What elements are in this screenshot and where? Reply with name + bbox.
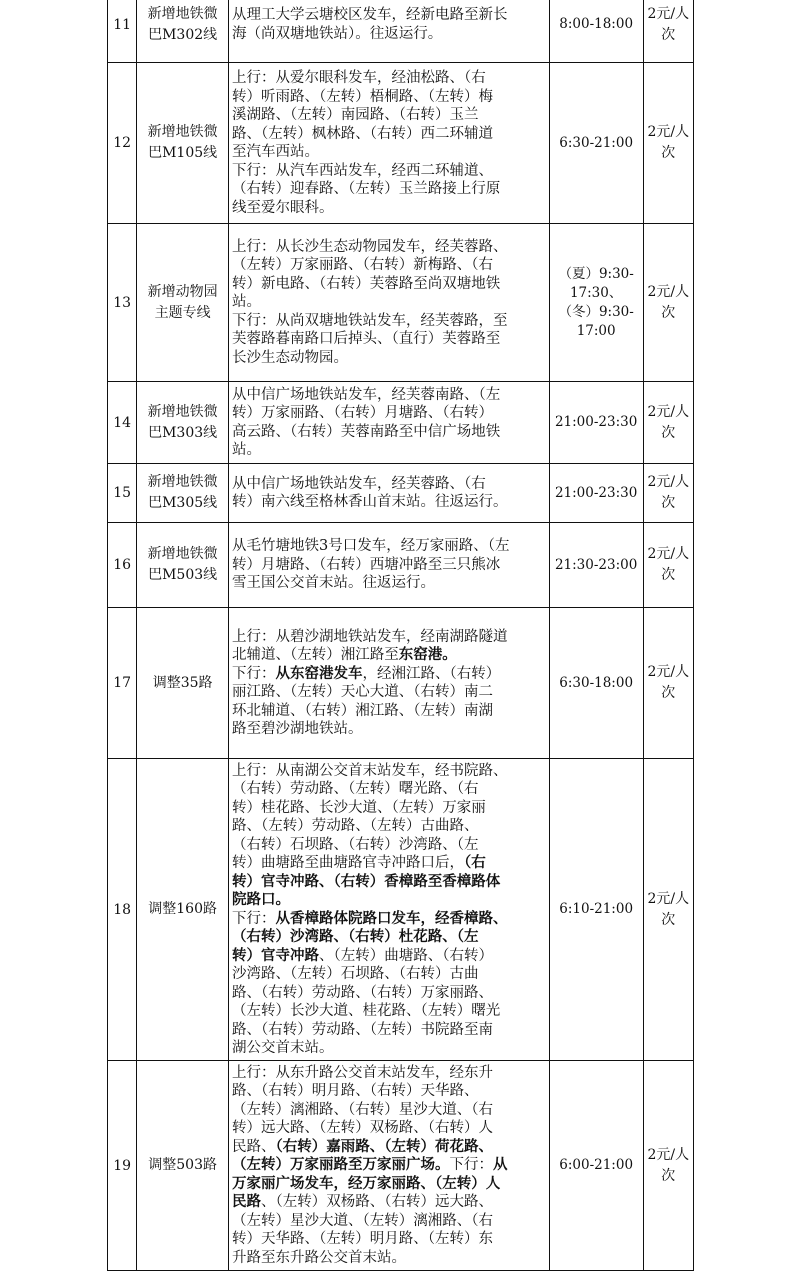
description-line bbox=[232, 1193, 547, 1212]
description-text: 转）天华路、（左转）明月路、（左转）东 bbox=[232, 1231, 494, 1248]
description-line bbox=[232, 349, 547, 368]
table-row bbox=[108, 382, 694, 464]
description-line bbox=[232, 256, 547, 275]
description-line bbox=[232, 1082, 547, 1101]
description-line bbox=[232, 69, 547, 88]
description-text: 下行： bbox=[232, 665, 276, 682]
description-line bbox=[232, 180, 547, 199]
service-hours-line: 6:00-21:00 bbox=[559, 1157, 634, 1173]
description-text: 转）曲塘路至曲塘路官寺冲路口后， bbox=[232, 855, 465, 871]
description-text: 雪王国公交首末站。往返运行。 bbox=[232, 575, 436, 592]
fare-line: 次 bbox=[661, 424, 676, 441]
route-name-line: 主题专线 bbox=[154, 304, 211, 321]
description-bold-text: 东窑港。 bbox=[398, 646, 457, 663]
table-row bbox=[108, 0, 694, 63]
description-line bbox=[232, 1138, 547, 1157]
description-bold-text: （左转）万家丽路至万家丽广场。 bbox=[232, 1156, 450, 1174]
route-description bbox=[229, 523, 550, 608]
description-line bbox=[232, 312, 547, 331]
description-line bbox=[232, 1119, 547, 1138]
description-text: （右转）迎春路、（左转）玉兰路接上行原 bbox=[232, 181, 501, 197]
route-description bbox=[229, 224, 550, 382]
description-line bbox=[232, 817, 547, 836]
description-text: 路至碧沙湖地铁站。 bbox=[232, 721, 363, 737]
service-hours bbox=[549, 759, 643, 1061]
service-hours-line: 21:30-23:00 bbox=[554, 556, 638, 573]
description-line bbox=[232, 910, 547, 929]
description-line bbox=[232, 1212, 547, 1231]
description-text: 转）新电路、（右转）芙蓉路至尚双塘地铁 bbox=[232, 275, 501, 292]
description-bold-text: 转）官寺冲路、（右转）香樟路至香樟路体 bbox=[232, 872, 501, 890]
description-text: 溪湖路、（左转）南园路、（右转）玉兰 bbox=[232, 107, 479, 123]
description-line bbox=[232, 1021, 547, 1040]
description-text: 海（尚双塘地铁站）。往返运行。 bbox=[232, 25, 443, 42]
service-hours bbox=[549, 224, 643, 382]
table-body bbox=[108, 0, 694, 1271]
route-description bbox=[229, 608, 550, 759]
fare-line: 次 bbox=[661, 145, 676, 161]
table-row bbox=[108, 523, 694, 608]
route-name-line: 新增地铁微 bbox=[147, 474, 218, 490]
description-text: 转）桂花路、长沙大道、（左转）万家丽 bbox=[232, 799, 486, 816]
description-text: （左转）星沙大道、（左转）漓湘路、（右 bbox=[232, 1212, 494, 1229]
fare-line: 次 bbox=[661, 911, 676, 928]
description-line bbox=[232, 799, 547, 818]
route-name bbox=[137, 0, 229, 63]
description-line bbox=[232, 947, 547, 966]
fare bbox=[643, 608, 693, 759]
row-number: 16 bbox=[108, 523, 137, 608]
table-row bbox=[108, 759, 694, 1061]
service-hours-line: 6:30-18:00 bbox=[559, 674, 634, 691]
description-bold-text: 从东窑港发车 bbox=[275, 664, 363, 682]
description-line bbox=[232, 330, 547, 349]
fare bbox=[643, 0, 693, 63]
description-bold-text: （右转）嘉雨路、（左转）荷花路、 bbox=[275, 1137, 494, 1155]
route-name bbox=[137, 224, 229, 382]
description-text: 上行：从长沙生态动物园发车，经芙蓉路、 bbox=[232, 238, 508, 255]
description-line bbox=[232, 441, 547, 460]
fare-line: 2元/人 bbox=[647, 5, 690, 22]
fare-line: 2元/人 bbox=[647, 664, 690, 680]
description-line bbox=[232, 928, 547, 947]
route-description bbox=[229, 63, 550, 224]
description-text: 高云路、（右转）芙蓉南路至中信广场地铁 bbox=[232, 423, 501, 440]
route-description bbox=[229, 382, 550, 464]
description-text: 芙蓉路暮南路口后掉头、（直行）芙蓉路至 bbox=[232, 331, 501, 348]
description-text: 从毛竹塘地铁3号口发车，经万家丽路、（左 bbox=[232, 538, 510, 555]
description-text: 线至爱尔眼科。 bbox=[232, 199, 334, 216]
description-line bbox=[232, 423, 547, 442]
service-hours-line: 6:30-21:00 bbox=[559, 134, 634, 151]
route-description bbox=[229, 464, 550, 523]
description-bold-text: （右 bbox=[464, 854, 486, 871]
row-number: 19 bbox=[108, 1061, 137, 1271]
description-text: 上行：从东升路公交首末站发车，经东升 bbox=[232, 1064, 494, 1081]
description-line bbox=[232, 106, 547, 125]
description-line bbox=[232, 780, 547, 799]
route-name bbox=[137, 382, 229, 464]
description-line bbox=[232, 873, 547, 892]
route-name-line: 调整503路 bbox=[148, 1157, 217, 1173]
description-bold-text: （右转）沙湾路、（右转）杜花路、（左 bbox=[232, 928, 479, 945]
route-name-line: 新增动物园 bbox=[147, 283, 218, 300]
description-bold-text: 从香樟路体院路口发车，经香樟路、 bbox=[275, 909, 508, 927]
description-text: 路、（右转）明月路、（右转）天华路、 bbox=[232, 1083, 479, 1100]
route-name-line: 新增地铁微 bbox=[147, 124, 218, 140]
description-text: 转）月塘路、（右转）西塘冲路至三只熊冰 bbox=[232, 556, 501, 573]
service-hours bbox=[549, 464, 643, 523]
description-text: 下行：从尚双塘地铁站发车，经芙蓉路，至 bbox=[232, 312, 508, 329]
description-text: 长沙生态动物园。 bbox=[232, 349, 349, 366]
row-number: 18 bbox=[108, 759, 137, 1061]
description-text: 至汽车西站。 bbox=[232, 144, 320, 160]
description-text: （左转）漓湘路、（右转）星沙大道、（右 bbox=[232, 1101, 494, 1118]
description-line bbox=[232, 574, 547, 593]
service-hours-line: 6:10-21:00 bbox=[559, 901, 634, 917]
description-text: 转）远大路、（左转）双杨路、（右转）人 bbox=[232, 1120, 494, 1137]
fare-line: 次 bbox=[661, 1167, 676, 1184]
table-row bbox=[108, 224, 694, 382]
description-text: 下行： bbox=[232, 910, 276, 927]
description-text: 转）南六线至格林香山首末站。往返运行。 bbox=[232, 494, 508, 510]
route-description bbox=[229, 0, 550, 63]
description-text: 下行： bbox=[449, 1157, 494, 1174]
route-name-line: 巴M305线 bbox=[148, 495, 218, 511]
description-text: 上行：从爱尔眼科发车，经油松路、（右 bbox=[232, 70, 486, 86]
service-hours-line: 8:00-18:00 bbox=[559, 16, 634, 32]
description-line bbox=[232, 1002, 547, 1021]
fare-line: 2元/人 bbox=[647, 403, 690, 420]
route-name-line: 巴M105线 bbox=[148, 145, 218, 161]
description-line bbox=[232, 965, 547, 984]
route-name-line: 调整160路 bbox=[148, 901, 217, 917]
row-number: 15 bbox=[108, 464, 137, 523]
fare bbox=[643, 759, 693, 1061]
description-bold-text: 万家丽广场发车，经万家丽路、（左转）人 bbox=[232, 1174, 501, 1192]
description-text: 路、（左转）劳动路、（左转）古曲路、 bbox=[232, 818, 479, 834]
fare bbox=[643, 63, 693, 224]
service-hours-line: （夏）9:30- bbox=[558, 265, 634, 282]
fare-line: 次 bbox=[661, 685, 676, 701]
description-line bbox=[232, 628, 547, 647]
service-hours bbox=[549, 608, 643, 759]
row-number: 13 bbox=[108, 224, 137, 382]
fare-line: 2元/人 bbox=[647, 890, 690, 907]
description-text: 丽江路、（左转）天心大道、（右转）南二 bbox=[232, 684, 494, 700]
description-text: 路、（左转）枫林路、（右转）西二环辅道 bbox=[232, 125, 494, 142]
route-name-line: 调整35路 bbox=[152, 674, 213, 691]
description-line bbox=[232, 537, 547, 556]
service-hours bbox=[549, 523, 643, 608]
fare-line: 次 bbox=[661, 26, 676, 43]
route-description bbox=[229, 1061, 550, 1271]
route-name-line: 巴M503线 bbox=[148, 567, 218, 583]
route-name-line: 新增地铁微 bbox=[147, 403, 218, 420]
route-name-line: 新增地铁微 bbox=[147, 546, 218, 562]
description-text: 上行：从碧沙湖地铁站发车，经南湖路隧道 bbox=[232, 628, 508, 645]
fare-line: 次 bbox=[661, 567, 676, 583]
description-line bbox=[232, 1039, 547, 1058]
description-text: 、（左转）曲塘路、（右转） bbox=[319, 947, 494, 964]
fare-line: 次 bbox=[661, 304, 676, 321]
description-bold-text: 院路口。 bbox=[232, 891, 291, 908]
description-line bbox=[232, 984, 547, 1003]
description-line bbox=[232, 720, 547, 739]
fare-line: 2元/人 bbox=[647, 124, 690, 140]
description-text: 路、（右转）劳动路、（右转）万家丽路、 bbox=[232, 984, 494, 1001]
description-line bbox=[232, 1249, 547, 1268]
description-text: 民路、 bbox=[232, 1138, 276, 1155]
service-hours bbox=[549, 63, 643, 224]
description-text: （右转）劳动路、（左转）曙光路、（右 bbox=[232, 781, 479, 797]
service-hours-line: 21:00-23:30 bbox=[554, 414, 638, 430]
description-line bbox=[232, 275, 547, 294]
description-line bbox=[232, 25, 547, 44]
service-hours bbox=[549, 0, 643, 63]
description-text: ，经湘江路、（右转） bbox=[362, 665, 501, 682]
description-line bbox=[232, 891, 547, 910]
fare-line: 次 bbox=[661, 495, 676, 511]
description-line bbox=[232, 199, 547, 218]
fare-line: 2元/人 bbox=[647, 546, 690, 562]
description-text: 转）万家丽路、（右转）月塘路、（右转） bbox=[232, 405, 494, 421]
description-line bbox=[232, 386, 547, 405]
description-text: 湖公交首末站。 bbox=[232, 1040, 334, 1056]
table-row bbox=[108, 608, 694, 759]
bus-route-table bbox=[107, 0, 694, 1271]
fare bbox=[643, 224, 693, 382]
description-line bbox=[232, 1156, 547, 1175]
description-line bbox=[232, 556, 547, 575]
description-line bbox=[232, 293, 547, 312]
route-name bbox=[137, 759, 229, 1061]
description-text: 下行：从汽车西站发车，经西二环辅道、 bbox=[232, 162, 494, 179]
description-text: 从中信广场地铁站发车，经芙蓉南路、（左 bbox=[232, 386, 501, 403]
row-number: 12 bbox=[108, 63, 137, 224]
description-text: 路、（右转）劳动路、（左转）书院路至南 bbox=[232, 1021, 494, 1038]
service-hours-line: 17:00 bbox=[576, 322, 616, 339]
description-text: 站。 bbox=[232, 294, 262, 311]
description-line bbox=[232, 238, 547, 257]
description-line bbox=[232, 854, 547, 873]
description-text: 北辅道、（左转）湘江路至 bbox=[232, 647, 399, 663]
description-text: 升路至东升路公交首末站。 bbox=[232, 1249, 407, 1266]
description-text: 、（左转）双杨路、（右转）远大路、 bbox=[261, 1194, 494, 1211]
description-text: 沙湾路、（左转）石坝路、（右转）古曲 bbox=[232, 966, 479, 982]
description-text: 从中信广场地铁站发车，经芙蓉路、（右 bbox=[232, 475, 486, 492]
service-hours bbox=[549, 1061, 643, 1271]
description-line bbox=[232, 683, 547, 702]
description-line bbox=[232, 1101, 547, 1120]
description-line bbox=[232, 1175, 547, 1194]
description-text: （左转）长沙大道、桂花路、（左转）曙光 bbox=[232, 1003, 501, 1019]
description-line bbox=[232, 404, 547, 423]
description-text: 环北辅道、（右转）湘江路、（左转）南湖 bbox=[232, 702, 494, 719]
description-line bbox=[232, 1230, 547, 1249]
route-name bbox=[137, 523, 229, 608]
table-row bbox=[108, 464, 694, 523]
route-name-line: 巴M302线 bbox=[148, 26, 218, 43]
route-name-line: 新增地铁微 bbox=[147, 5, 218, 22]
description-line bbox=[232, 6, 547, 25]
route-name bbox=[137, 464, 229, 523]
description-text: （左转）万家丽路、（右转）新梅路、（右 bbox=[232, 257, 494, 274]
service-hours bbox=[549, 382, 643, 464]
fare bbox=[643, 382, 693, 464]
row-number: 17 bbox=[108, 608, 137, 759]
description-line bbox=[232, 125, 547, 144]
route-description bbox=[229, 759, 550, 1061]
description-bold-text: 从 bbox=[493, 1156, 508, 1174]
service-hours-line: 17:30、 bbox=[569, 284, 623, 301]
description-line bbox=[232, 762, 547, 781]
route-name bbox=[137, 63, 229, 224]
description-line bbox=[232, 646, 547, 665]
description-text: 上行：从南湖公交首末站发车，经书院路、 bbox=[232, 762, 508, 779]
fare bbox=[643, 1061, 693, 1271]
description-line bbox=[232, 493, 547, 512]
fare bbox=[643, 464, 693, 523]
description-bold-text: 民路 bbox=[232, 1193, 262, 1211]
table-row bbox=[108, 63, 694, 224]
route-name-line: 巴M303线 bbox=[148, 424, 218, 441]
description-line bbox=[232, 665, 547, 684]
fare-line: 2元/人 bbox=[647, 474, 690, 490]
table-row bbox=[108, 1061, 694, 1271]
row-number: 14 bbox=[108, 382, 137, 464]
fare-line: 2元/人 bbox=[647, 1146, 690, 1163]
description-line bbox=[232, 143, 547, 162]
service-hours-line: 21:00-23:30 bbox=[554, 484, 638, 501]
description-text: 从理工大学云塘校区发车，经新电路至新长 bbox=[232, 7, 508, 23]
fare-line: 2元/人 bbox=[647, 283, 690, 300]
fare bbox=[643, 523, 693, 608]
row-number: 11 bbox=[108, 0, 137, 63]
description-bold-text: 转）官寺冲路 bbox=[232, 946, 320, 964]
description-line bbox=[232, 475, 547, 494]
description-line bbox=[232, 162, 547, 181]
description-line bbox=[232, 836, 547, 855]
route-name bbox=[137, 1061, 229, 1271]
description-line bbox=[232, 88, 547, 107]
description-text: 转）听雨路、（左转）梧桐路、（左转）梅 bbox=[232, 88, 494, 105]
route-name bbox=[137, 608, 229, 759]
description-line bbox=[232, 702, 547, 721]
service-hours-line: （冬）9:30- bbox=[558, 303, 634, 320]
description-text: 站。 bbox=[232, 442, 262, 458]
description-line bbox=[232, 1064, 547, 1083]
description-text: （右转）石坝路、（右转）沙湾路、（左 bbox=[232, 836, 479, 853]
